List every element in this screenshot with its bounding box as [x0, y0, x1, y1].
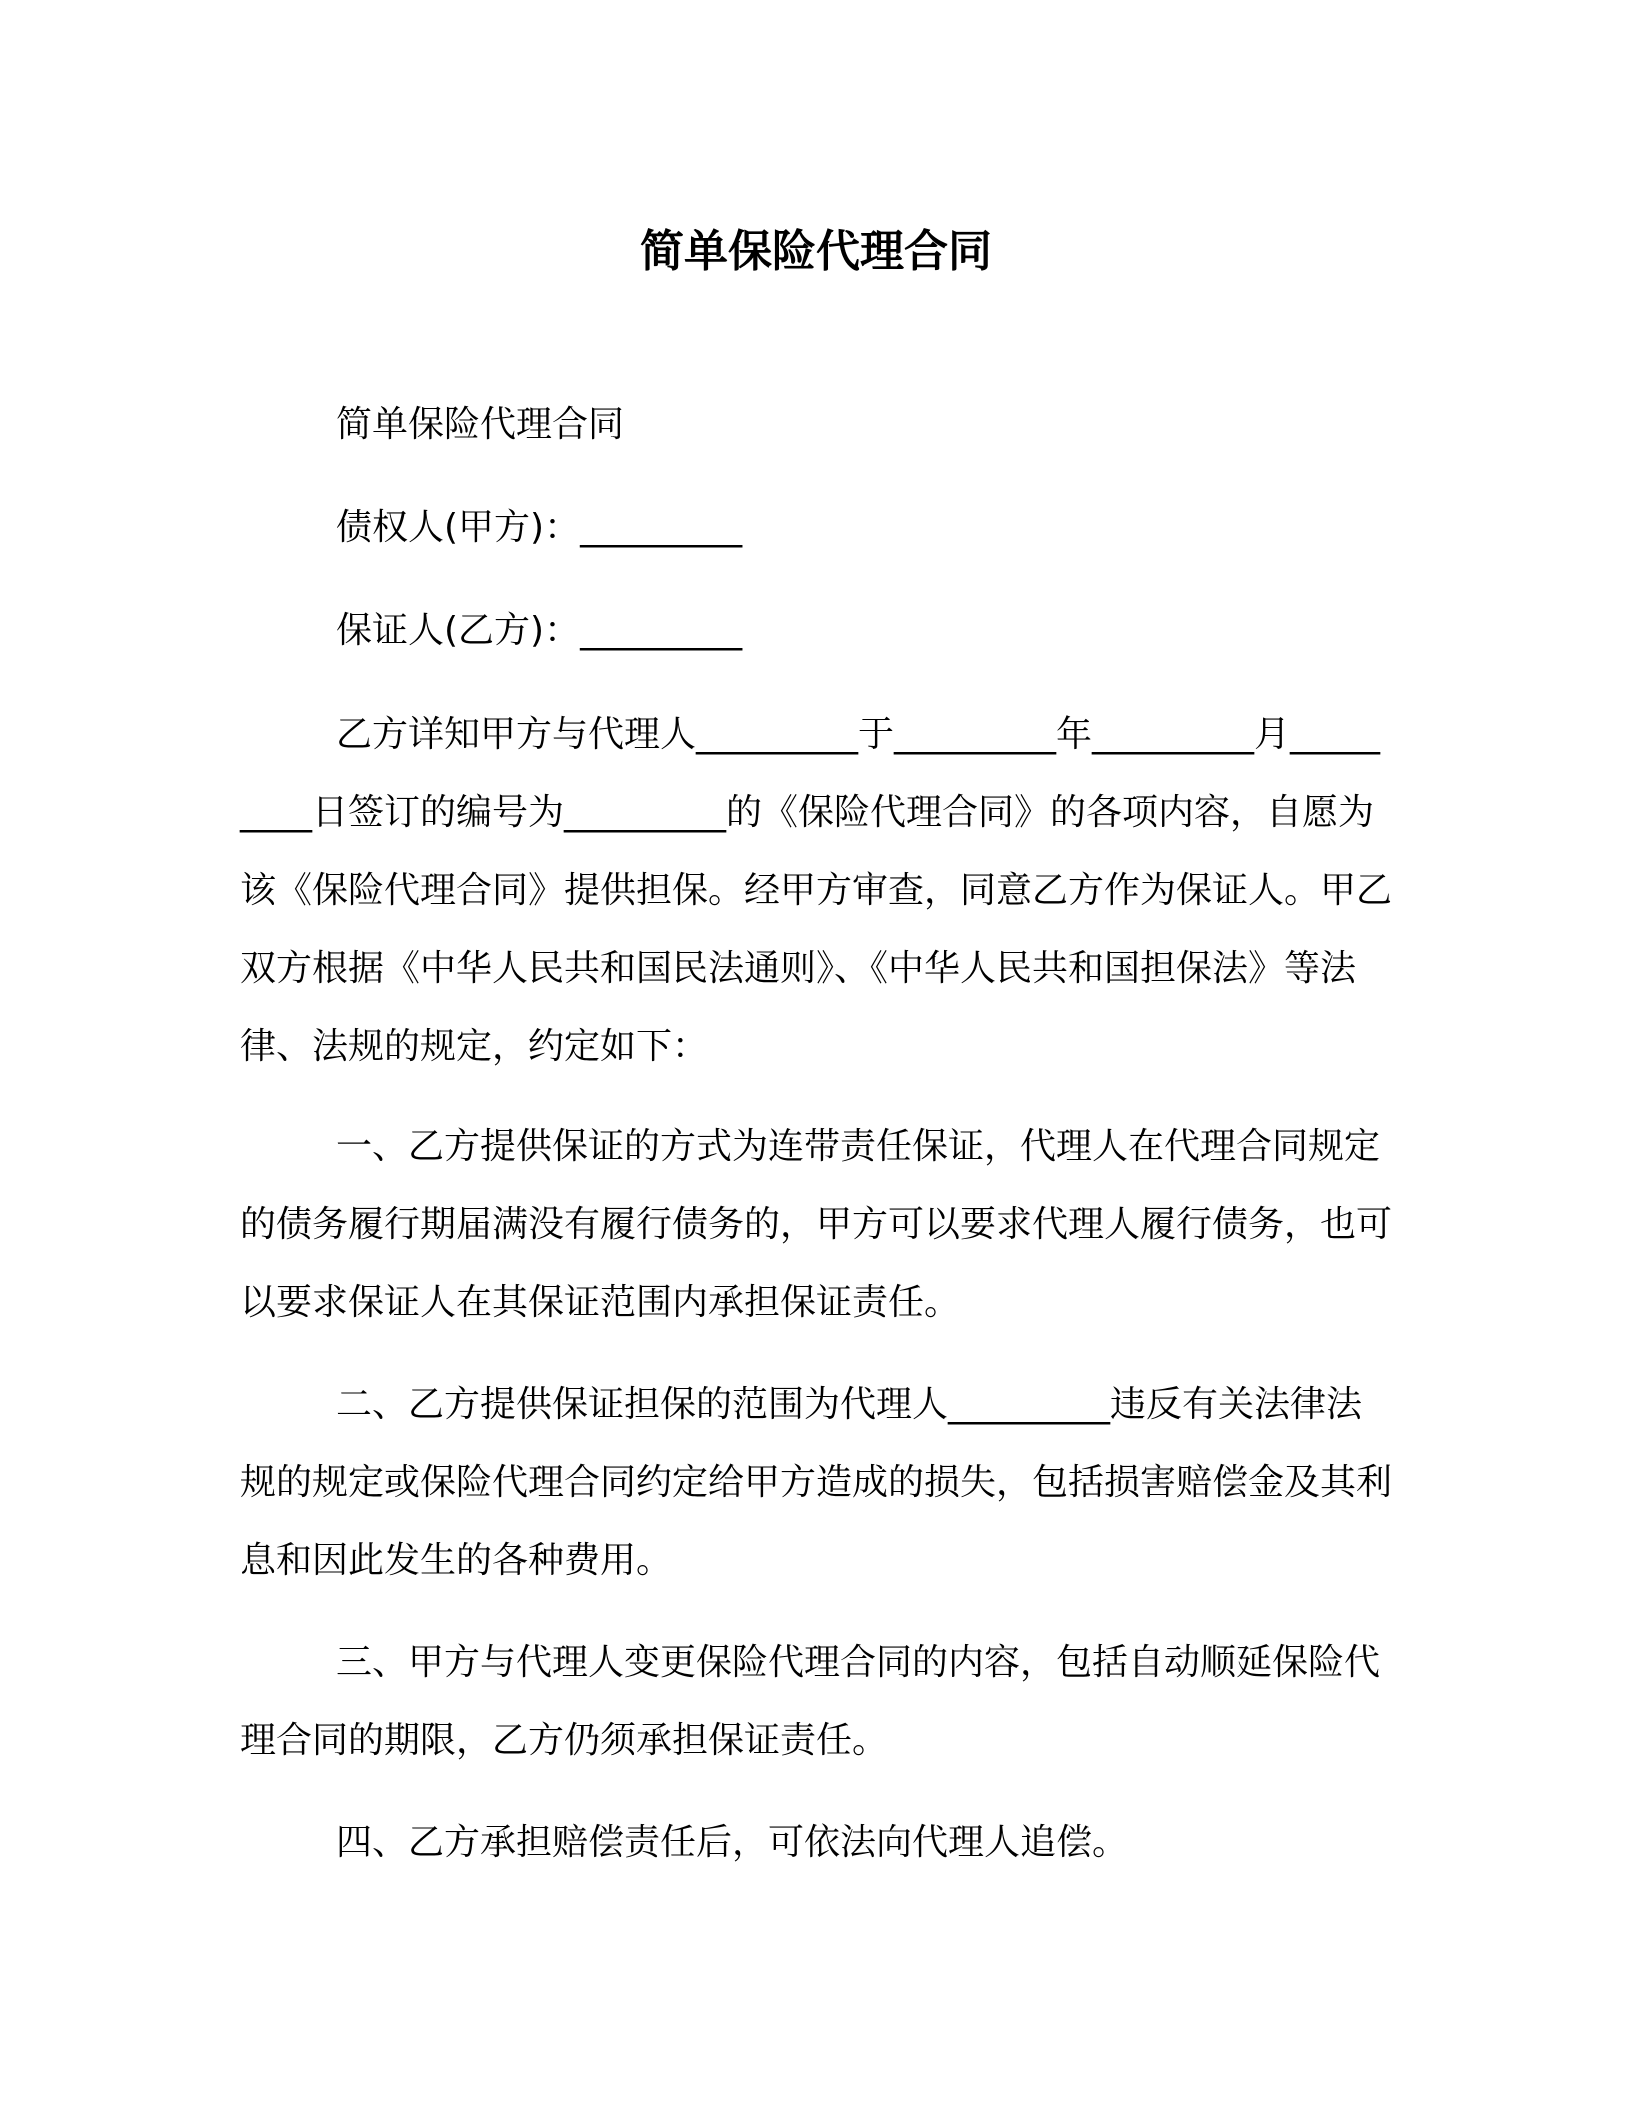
party-b-paragraph — [240, 592, 1392, 670]
party-a-text: 债权人(甲方)：_________ — [336, 507, 743, 548]
clause-text: 四、乙方承担赔偿责任后，可依法向代理人追偿。 — [336, 1822, 1129, 1863]
subtitle-paragraph — [240, 386, 1392, 464]
subtitle-text: 简单保险代理合同 — [336, 404, 625, 445]
clause-text: 三、甲方与代理人变更保险代理合同的内容，包括自动顺延保险代理合同的期限，乙方仍须承担保证责任。 — [240, 1642, 1381, 1761]
clause-3-paragraph — [240, 1624, 1392, 1780]
clause-text: 一、乙方提供保证的方式为连带责任保证，代理人在代理合同规定的债务履行期届满没有履行债务的，甲方可以要求代理人履行债务，也可以要求保证人在其保证范围内承担保证责任。 — [240, 1126, 1393, 1323]
clause-2-paragraph — [240, 1366, 1392, 1600]
party-a-paragraph — [240, 489, 1392, 567]
clause-text: 二、乙方提供保证担保的范围为代理人_________违反有关法律法规的规定或保险代理合同约定给甲方造成的损失，包括损害赔偿金及其利息和因此发生的各种费用。 — [240, 1384, 1393, 1581]
clause-4-paragraph — [240, 1804, 1392, 1882]
party-b-text: 保证人(乙方)：_________ — [336, 610, 743, 651]
intro-text: 乙方详知甲方与代理人_________于_________年_________月_________日签订的编号为_________的《保险代理合同》的各项内容，自愿为该《保险代理合同》提供担保。经甲方审查，同意乙方作为保证人。甲乙双方根据《中华人民共和国民法通则》、《中华人民共和国担保法》等法律、法规的规定，约定如下： — [240, 714, 1393, 1067]
intro-paragraph — [240, 696, 1392, 1086]
clause-1-paragraph — [240, 1108, 1392, 1342]
document-title: 简单保险代理合同 — [640, 226, 992, 277]
